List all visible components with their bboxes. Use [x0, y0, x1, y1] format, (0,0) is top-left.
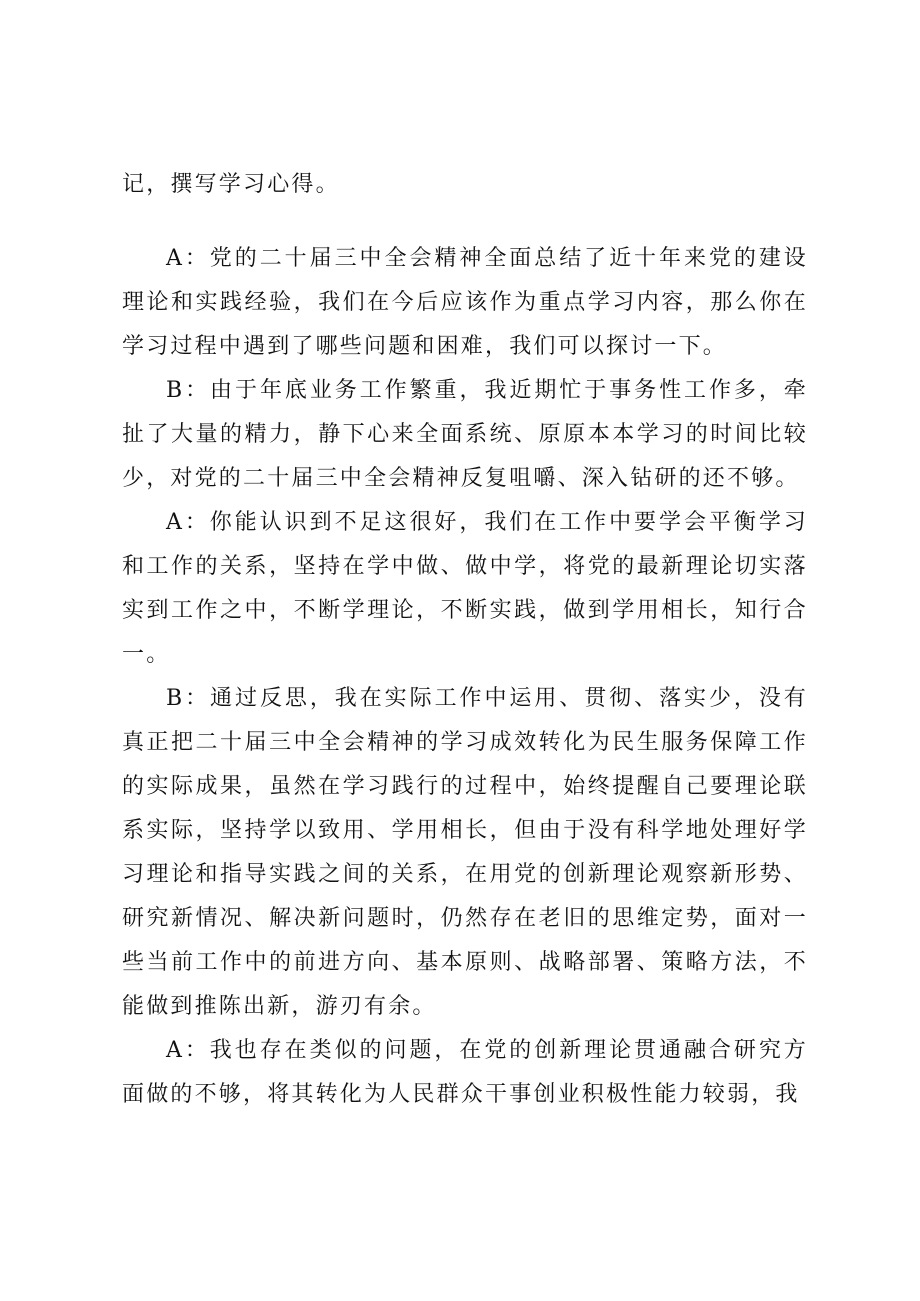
- paragraph-a-3: A：我也存在类似的问题，在党的创新理论贯通融合研究方面做的不够，将其转化为人民群众干事创业积极性能力较弱，我: [122, 1038, 808, 1107]
- paragraph-b-2: B：通过反思，我在实际工作中运用、贯彻、落实少，没有真正把二十届三中全会精神的学习成效转化为民生服务保障工作的实际成果，虽然在学习践行的过程中，始终提醒自己要理论联系实际，坚持学以致用、学用相长，但由于没有科学地处理好学习理论和指导实践之间的关系，在用党的创新理论观察新形势、研究新情况、解决新问题时，仍然存在老旧的思维定势，面对一些当前工作中的前进方向、基本原则、战略部署、策略方法，不能做到推陈出新，游刃有余。: [122, 686, 808, 1019]
- document-body: [122, 163, 808, 1117]
- paragraph-b-1: B：由于年底业务工作繁重，我近期忙于事务性工作多，牵扯了大量的精力，静下心来全面系统、原原本本学习的时间比较少，对党的二十届三中全会精神反复咀嚼、深入钻研的还不够。: [122, 378, 808, 491]
- paragraph-gap: [122, 207, 808, 237]
- paragraph-a-1: A：党的二十届三中全会精神全面总结了近十年来党的建设理论和实践经验，我们在今后应该作为重点学习内容，那么你在学习过程中遇到了哪些问题和困难，我们可以探讨一下。: [122, 246, 808, 359]
- paragraph-a-2: A：你能认识到不足这很好，我们在工作中要学会平衡学习和工作的关系，坚持在学中做、做中学，将党的最新理论切实落实到工作之中，不断学理论，不断实践，做到学用相长，知行合一。: [122, 510, 808, 667]
- paragraph-continuation: 记，撰写学习心得。: [122, 172, 340, 197]
